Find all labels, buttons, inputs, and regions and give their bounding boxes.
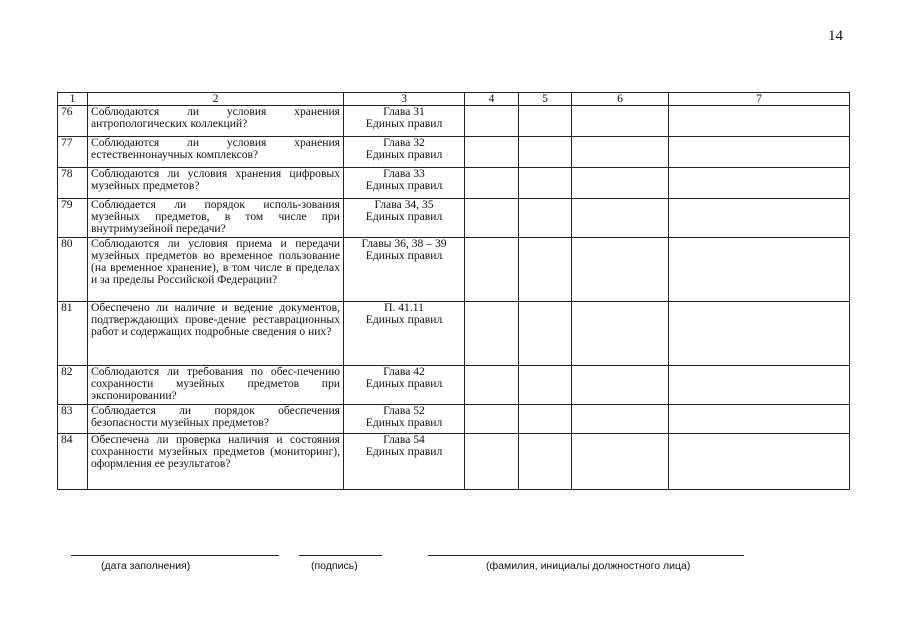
empty-cell xyxy=(465,434,519,490)
column-header: 5 xyxy=(519,93,572,106)
empty-cell xyxy=(669,106,850,137)
empty-cell xyxy=(519,405,572,434)
row-question: Соблюдаются ли условия хранения антропологических коллекций? xyxy=(88,106,344,137)
empty-cell xyxy=(669,434,850,490)
signature-line xyxy=(299,555,382,556)
reference-chapter: Глава 32 xyxy=(383,136,425,149)
table-row xyxy=(58,199,850,238)
reference-source: Единых правил xyxy=(365,312,443,326)
empty-cell xyxy=(669,302,850,366)
row-question: Обеспечена ли проверка наличия и состояния сохранности музейных предметов (мониторинг), оформления ее результатов? xyxy=(88,434,344,490)
table-header-row xyxy=(58,93,850,106)
empty-cell xyxy=(572,199,669,238)
table-row xyxy=(58,405,850,434)
empty-cell xyxy=(669,238,850,302)
table-row xyxy=(58,168,850,199)
reference-source: Единых правил xyxy=(365,178,443,192)
empty-cell xyxy=(465,137,519,168)
empty-cell xyxy=(572,405,669,434)
signature-label: (подпись) xyxy=(311,560,358,572)
table-row xyxy=(58,434,850,490)
column-header: 4 xyxy=(465,93,519,106)
empty-cell xyxy=(519,168,572,199)
empty-cell xyxy=(465,405,519,434)
empty-cell xyxy=(669,366,850,405)
empty-cell xyxy=(519,238,572,302)
empty-cell xyxy=(465,199,519,238)
empty-cell xyxy=(572,238,669,302)
empty-cell xyxy=(519,302,572,366)
column-header: 3 xyxy=(344,93,465,106)
column-header: 7 xyxy=(669,93,850,106)
empty-cell xyxy=(519,366,572,405)
reference-source: Единых правил xyxy=(365,116,443,130)
column-header: 1 xyxy=(58,93,88,106)
reference-source: Единых правил xyxy=(365,147,443,161)
checklist-table xyxy=(57,92,850,490)
reference-source: Единых правил xyxy=(365,248,443,262)
empty-cell xyxy=(465,168,519,199)
reference-source: Единых правил xyxy=(365,444,443,458)
empty-cell xyxy=(465,302,519,366)
empty-cell xyxy=(669,168,850,199)
empty-cell xyxy=(572,302,669,366)
table-row xyxy=(58,137,850,168)
empty-cell xyxy=(669,405,850,434)
row-reference xyxy=(344,106,465,137)
reference-chapter: П. 41.11 xyxy=(384,301,424,314)
row-reference xyxy=(344,366,465,405)
empty-cell xyxy=(519,106,572,137)
reference-chapter: Глава 54 xyxy=(383,433,425,446)
row-reference xyxy=(344,137,465,168)
row-number: 81 xyxy=(58,302,88,366)
row-number: 77 xyxy=(58,137,88,168)
row-question: Соблюдается ли порядок обеспечения безопасности музейных предметов? xyxy=(88,405,344,434)
column-header: 6 xyxy=(572,93,669,106)
empty-cell xyxy=(572,168,669,199)
empty-cell xyxy=(465,106,519,137)
row-number: 80 xyxy=(58,238,88,302)
row-reference xyxy=(344,168,465,199)
row-question: Обеспечено ли наличие и ведение документов, подтверждающих прове-дение реставрационных работ и содержащих подробные сведения о них? xyxy=(88,302,344,366)
row-number: 78 xyxy=(58,168,88,199)
row-question: Соблюдаются ли условия приема и передачи музейных предметов во временное пользование (на временное хранение), в том числе в пределах и за пределы Российской Федерации? xyxy=(88,238,344,302)
reference-source: Единых правил xyxy=(365,376,443,390)
row-question: Соблюдаются ли требования по обес-печению сохранности музейных предметов при экспонировании? xyxy=(88,366,344,405)
date-signature-line xyxy=(71,555,279,556)
empty-cell xyxy=(572,106,669,137)
empty-cell xyxy=(572,366,669,405)
row-number: 82 xyxy=(58,366,88,405)
empty-cell xyxy=(519,137,572,168)
table-row xyxy=(58,302,850,366)
row-reference xyxy=(344,302,465,366)
row-number: 76 xyxy=(58,106,88,137)
empty-cell xyxy=(669,199,850,238)
column-header: 2 xyxy=(88,93,344,106)
name-signature-line xyxy=(428,555,744,556)
reference-chapter: Глава 34, 35 xyxy=(374,198,434,211)
row-question: Соблюдаются ли условия хранения цифровых музейных предметов? xyxy=(88,168,344,199)
name-label: (фамилия, инициалы должностного лица) xyxy=(486,560,691,572)
row-reference xyxy=(344,405,465,434)
empty-cell xyxy=(519,434,572,490)
reference-chapter: Глава 52 xyxy=(383,404,425,417)
row-number: 84 xyxy=(58,434,88,490)
page-number: 14 xyxy=(828,28,843,44)
empty-cell xyxy=(572,137,669,168)
row-number: 79 xyxy=(58,199,88,238)
reference-chapter: Главы 36, 38 – 39 xyxy=(361,237,447,250)
row-question: Соблюдаются ли условия хранения естественнонаучных комплексов? xyxy=(88,137,344,168)
row-number: 83 xyxy=(58,405,88,434)
reference-source: Единых правил xyxy=(365,415,443,429)
row-reference xyxy=(344,199,465,238)
table-row xyxy=(58,238,850,302)
table-row xyxy=(58,106,850,137)
row-reference xyxy=(344,434,465,490)
reference-source: Единых правил xyxy=(365,209,443,223)
empty-cell xyxy=(465,238,519,302)
empty-cell xyxy=(669,137,850,168)
empty-cell xyxy=(572,434,669,490)
reference-chapter: Глава 42 xyxy=(383,365,425,378)
date-label: (дата заполнения) xyxy=(101,560,191,572)
row-reference xyxy=(344,238,465,302)
row-question: Соблюдается ли порядок исполь-зования музейных предметов, в том числе при внутримузейной передачи? xyxy=(88,199,344,238)
empty-cell xyxy=(465,366,519,405)
reference-chapter: Глава 33 xyxy=(383,167,425,180)
reference-chapter: Глава 31 xyxy=(383,105,425,118)
empty-cell xyxy=(519,199,572,238)
table-row xyxy=(58,366,850,405)
